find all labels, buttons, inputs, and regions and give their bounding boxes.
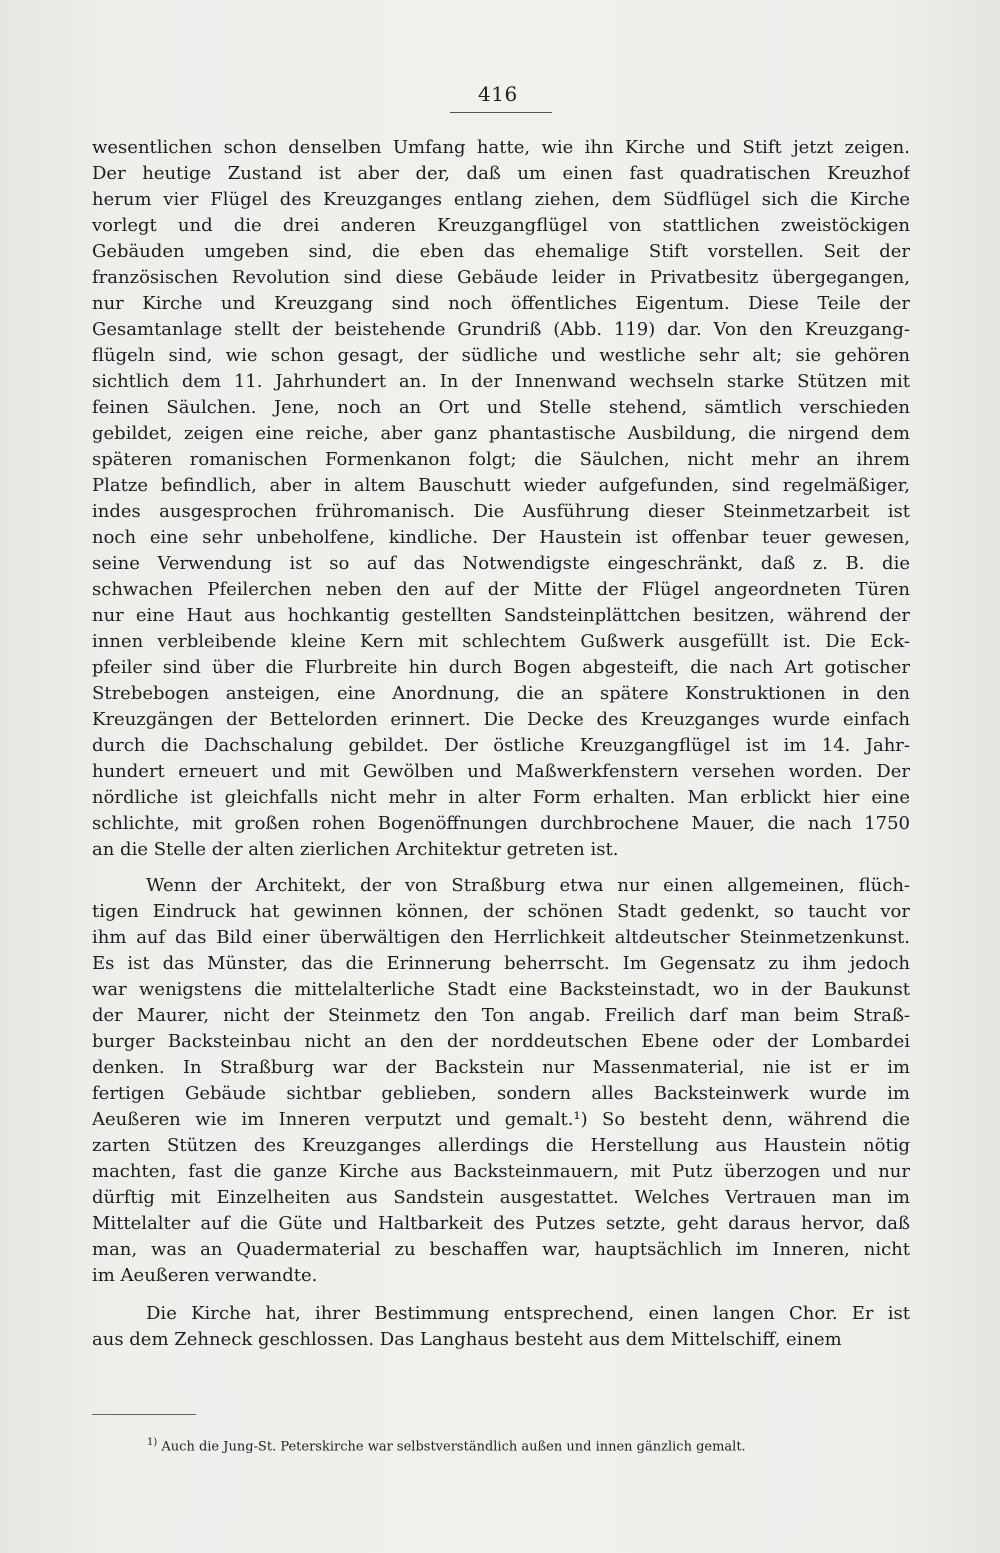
text-line: Wenn der Architekt, der von Straßburg etwa nur einen allgemeinen, flüch- [146, 875, 910, 896]
text-line: durch die Dachschalung gebildet. Der östliche Kreuzgangflügel ist im 14. Jahr- [92, 735, 910, 756]
text-line: nördliche ist gleichfalls nicht mehr in alter Form erhalten. Man erblickt hier eine [92, 787, 910, 808]
text-line: nur Kirche und Kreuzgang sind noch öffentliches Eigentum. Diese Teile der [92, 293, 910, 314]
text-line: flügeln sind, wie schon gesagt, der südliche und westliche sehr alt; sie gehören [92, 345, 910, 366]
text-line: seine Verwendung ist so auf das Notwendigste eingeschränkt, daß z. B. die [92, 553, 910, 574]
text-line: Platze befindlich, aber in altem Bauschutt wieder aufgefunden, sind regelmäßiger, [92, 475, 910, 496]
footnote [147, 1433, 746, 1457]
text-line: Strebebogen ansteigen, eine Anordnung, die an spätere Konstruktionen in den [92, 683, 910, 704]
footnote-marker: 1) [147, 1437, 158, 1448]
text-line: Die Kirche hat, ihrer Bestimmung entsprechend, einen langen Chor. Er ist [146, 1303, 910, 1324]
text-line: Aeußeren wie im Inneren verputzt und gemalt.¹) So besteht denn, während die [92, 1109, 910, 1130]
text-line: machten, fast die ganze Kirche aus Backsteinmauern, mit Putz überzogen und nur [92, 1161, 910, 1182]
text-line: Der heutige Zustand ist aber der, daß um einen fast quadratischen Kreuzhof [92, 163, 910, 184]
text-line: tigen Eindruck hat gewinnen können, der schönen Stadt gedenkt, so taucht vor [92, 901, 910, 922]
text-line: feinen Säulchen. Jene, noch an Ort und Stelle stehend, sämtlich verschieden [92, 397, 910, 418]
page-number-rule [450, 112, 552, 113]
text-line: Gesamtanlage stellt der beistehende Grundriß (Abb. 119) dar. Von den Kreuzgang- [92, 319, 910, 340]
text-line: wesentlichen schon denselben Umfang hatte, wie ihn Kirche und Stift jetzt zeigen. [92, 137, 910, 158]
text-line: der Maurer, nicht der Steinmetz den Ton angab. Freilich darf man beim Straß- [92, 1005, 910, 1026]
text-line: französischen Revolution sind diese Gebäude leider in Privatbesitz übergegangen, [92, 267, 910, 288]
text-line: sichtlich dem 11. Jahrhundert an. In der Innenwand wechseln starke Stützen mit [92, 371, 910, 392]
text-line: späteren romanischen Formenkanon folgt; die Säulchen, nicht mehr an ihrem [92, 449, 910, 470]
text-line: im Aeußeren verwandte. [92, 1265, 318, 1286]
text-line: vorlegt und die drei anderen Kreuzgangflügel von stattlichen zweistöckigen [92, 215, 910, 236]
text-line: burger Backsteinbau nicht an den der norddeutschen Ebene oder der Lombardei [92, 1031, 910, 1052]
text-line: Mittelalter auf die Güte und Haltbarkeit des Putzes setzte, geht daraus hervor, daß [92, 1213, 910, 1234]
text-line: denken. In Straßburg war der Backstein nur Massenmaterial, nie ist er im [92, 1057, 910, 1078]
footnote-text: Auch die Jung-St. Peterskirche war selbstverständlich außen und innen gänzlich gemalt. [161, 1439, 746, 1455]
text-line: Es ist das Münster, das die Erinnerung beherrscht. Im Gegensatz zu ihm jedoch [92, 953, 910, 974]
text-line: ihm auf das Bild einer überwältigen den Herrlichkeit altdeutscher Steinmetzenkunst. [92, 927, 910, 948]
text-line: Gebäuden umgeben sind, die eben das ehemalige Stift vorstellen. Seit der [92, 241, 910, 262]
text-line: schwachen Pfeilerchen neben den auf der Mitte der Flügel angeordneten Türen [92, 579, 910, 600]
text-line: zarten Stützen des Kreuzganges allerdings die Herstellung aus Haustein nötig [92, 1135, 910, 1156]
text-line: aus dem Zehneck geschlossen. Das Langhaus besteht aus dem Mittelschiff, einem [92, 1329, 842, 1350]
text-line: Kreuzgängen der Bettelorden erinnert. Die Decke des Kreuzganges wurde einfach [92, 709, 910, 730]
text-line: schlichte, mit großen rohen Bogenöffnungen durchbrochene Mauer, die nach 1750 [92, 813, 910, 834]
text-line: pfeiler sind über die Flurbreite hin durch Bogen abgesteift, die nach Art gotischer [92, 657, 910, 678]
text-line: fertigen Gebäude sichtbar geblieben, sondern alles Backsteinwerk wurde im [92, 1083, 910, 1104]
text-line: war wenigstens die mittelalterliche Stadt eine Backsteinstadt, wo in der Baukunst [92, 979, 910, 1000]
text-line: an die Stelle der alten zierlichen Architektur getreten ist. [92, 839, 619, 860]
text-line: noch eine sehr unbeholfene, kindliche. Der Haustein ist offenbar teuer gewesen, [92, 527, 910, 548]
text-line: dürftig mit Einzelheiten aus Sandstein ausgestattet. Welches Vertrauen man im [92, 1187, 910, 1208]
text-line: man, was an Quadermaterial zu beschaffen war, hauptsächlich im Inneren, nicht [92, 1239, 910, 1260]
text-line: nur eine Haut aus hochkantig gestellten Sandsteinplättchen besitzen, während der [92, 605, 910, 626]
text-line: hundert erneuert und mit Gewölben und Maßwerkfenstern versehen worden. Der [92, 761, 910, 782]
text-line: herum vier Flügel des Kreuzganges entlang ziehen, dem Südflügel sich die Kirche [92, 189, 910, 210]
text-line: gebildet, zeigen eine reiche, aber ganz phantastische Ausbildung, die nirgend dem [92, 423, 910, 444]
text-line: indes ausgesprochen frühromanisch. Die Ausführung dieser Steinmetzarbeit ist [92, 501, 910, 522]
footnote-rule [92, 1414, 196, 1415]
text-line: innen verbleibende kleine Kern mit schlechtem Gußwerk ausgefüllt ist. Die Eck- [92, 631, 910, 652]
page-number: 416 [478, 82, 518, 106]
